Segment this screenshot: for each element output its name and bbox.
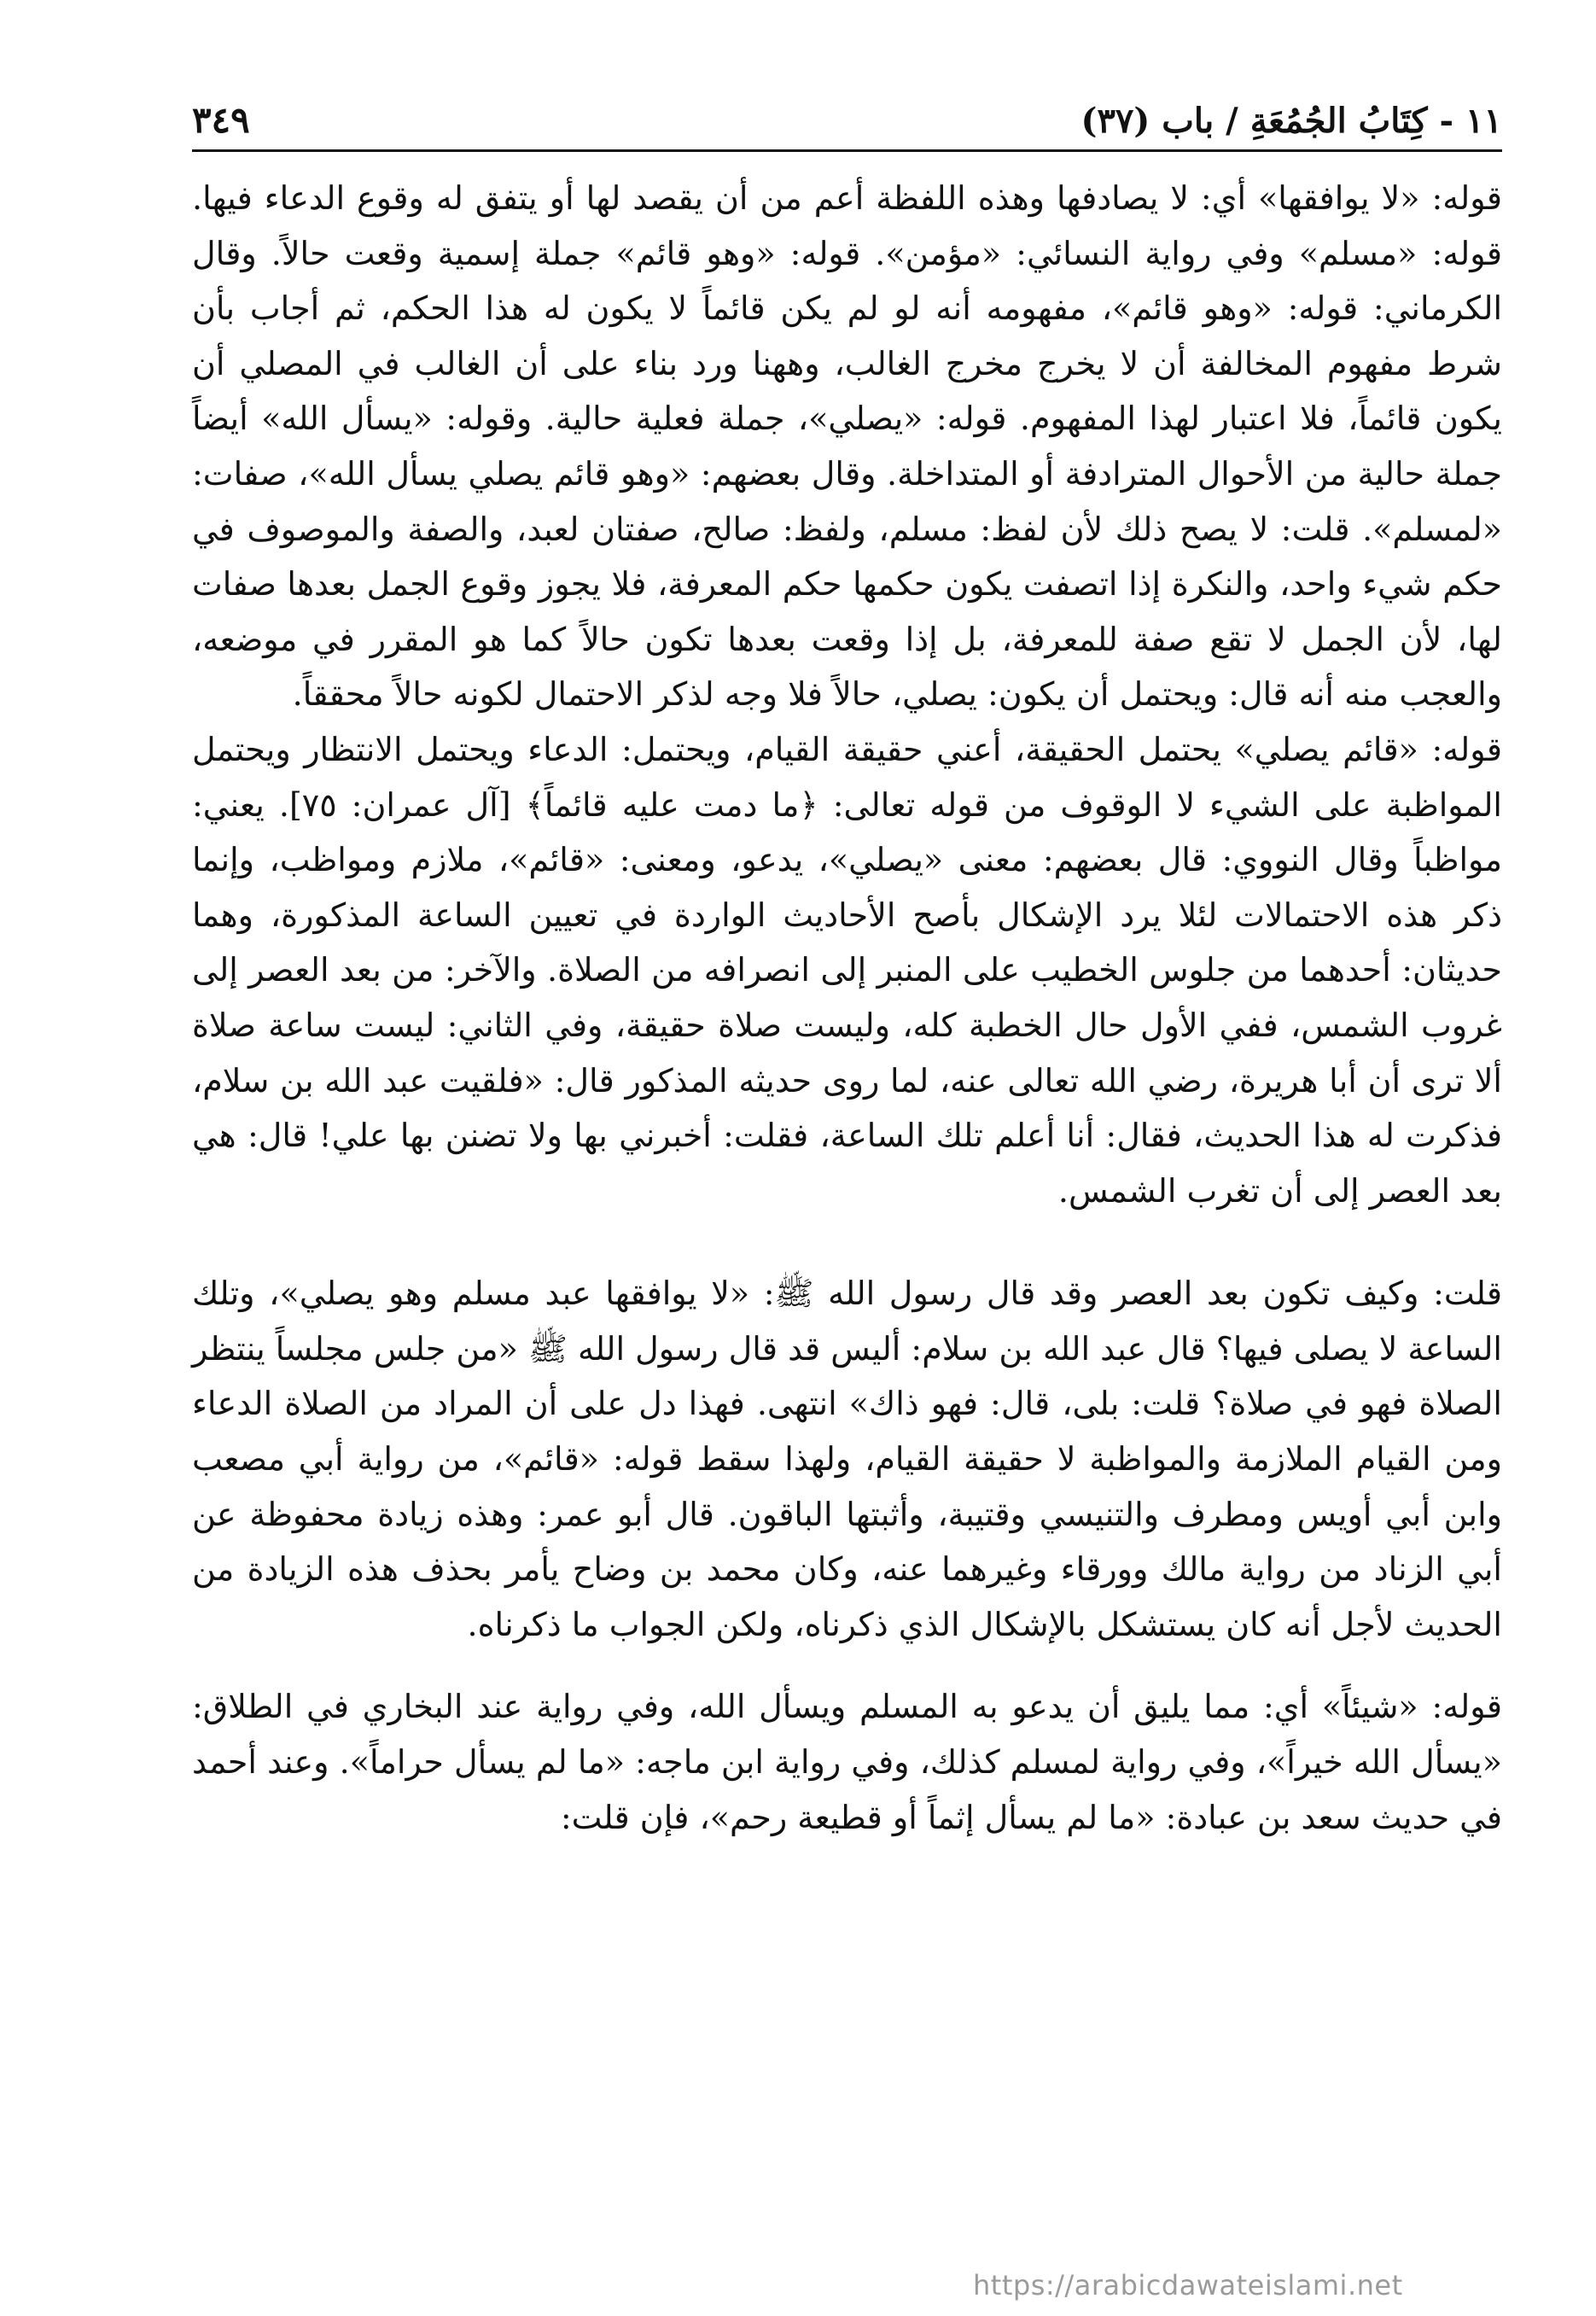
- paragraph-3: قلت: وكيف تكون بعد العصر وقد قال رسول الله ﷺ: «لا يوافقها عبد مسلم وهو يصلي»، وتلك الساعة لا يصلى فيها؟ قال عبد الله بن سلام: أليس قد قال رسول الله ﷺ «من جلس مجلساً ينتظر الصلاة فهو في صلاة؟ قلت: بلى، قال: فهو ذاك» انتهى. فهذا دل على أن المراد من الصلاة الدعاء ومن القيام الملازمة والمواظبة لا حقيقة القيام، ولهذا سقط قوله: «قائم»، من رواية أبي مصعب وابن أبي أويس ومطرف والتنيسي وقتيبة، وأثبتها الباقون. قال أبو عمر: وهذه زيادة محفوظة عن أبي الزناد من رواية مالك وورقاء وغيرهما عنه، وكان محمد بن وضاح يأمر بحذف هذه الزيادة من الحديث لأجل أنه كان يستشكل بالإشكال الذي ذكرناه، ولكن الجواب ما ذكرناه.: [192, 1275, 1502, 1643]
- body-text: [192, 171, 1502, 1845]
- running-head: ١١ - كِتَابُ الجُمُعَةِ / باب (٣٧): [1081, 101, 1502, 141]
- paragraph-2: قوله: «قائم يصلي» يحتمل الحقيقة، أعني حقيقة القيام، ويحتمل: الدعاء ويحتمل الانتظار ويحتمل المواظبة على الشيء لا الوقوف من قوله تعالى: ﴿ما دمت عليه قائماً﴾ [آل عمران: ٧٥]. يعني: مواظباً وقال النووي: قال بعضهم: معنى «يصلي»، يدعو، ومعنى: «قائم»، ملازم ومواظب، وإنما ذكر هذه الاحتمالات لئلا يرد الإشكال بأصح الأحاديث الواردة في تعيين الساعة المذكورة، وهما حديثان: أحدهما من جلوس الخطيب على المنبر إلى انصرافه من الصلاة. والآخر: من بعد العصر إلى غروب الشمس، ففي الأول حال الخطبة كله، وليست صلاة حقيقة، وفي الثاني: ليست ساعة صلاة ألا ترى أن أبا هريرة، رضي الله تعالى عنه، لما روى حديثه المذكور قال: «فلقيت عبد الله بن سلام، فذكرت له هذا الحديث، فقال: أنا أعلم تلك الساعة، فقلت: أخبرني بها ولا تضنن بها علي! قال: هي بعد العصر إلى أن تغرب الشمس.: [192, 730, 1502, 1210]
- page-header: [192, 92, 1502, 152]
- paragraph-spacer: [192, 1218, 1502, 1266]
- paragraph-1: قوله: «لا يوافقها» أي: لا يصادفها وهذه اللفظة أعم من أن يقصد لها أو يتفق له وقوع الدعاء فيها. قوله: «مسلم» وفي رواية النسائي: «مؤمن». قوله: «وهو قائم» جملة إسمية وقعت حالاً. وقال الكرماني: قوله: «وهو قائم»، مفهومه أنه لو لم يكن قائماً لا يكون له هذا الحكم، ثم أجاب بأن شرط مفهوم المخالفة أن لا يخرج مخرج الغالب، وههنا ورد بناء على أن الغالب في المصلي أن يكون قائماً، فلا اعتبار لهذا المفهوم. قوله: «يصلي»، جملة فعلية حالية. وقوله: «يسأل الله» أيضاً جملة حالية من الأحوال المترادفة أو المتداخلة. وقال بعضهم: «وهو قائم يصلي يسأل الله»، صفات: «لمسلم». قلت: لا يصح ذلك لأن لفظ: مسلم، ولفظ: صالح، صفتان لعبد، والصفة والموصوف في حكم شيء واحد، والنكرة إذا اتصفت يكون حكمها حكم المعرفة، فلا يجوز وقوع الجمل بعدها صفات لها، لأن الجمل لا تقع صفة للمعرفة، بل إذا وقعت بعدها تكون حالاً كما هو المقرر في موضعه، والعجب منه أنه قال: ويحتمل أن يكون: يصلي، حالاً فلا وجه لذكر الاحتمال لكونه حالاً محققاً.: [192, 179, 1502, 714]
- paragraph-spacer: [192, 1652, 1502, 1679]
- paragraph-4: قوله: «شيئاً» أي: مما يليق أن يدعو به المسلم ويسأل الله، وفي رواية عند البخاري في الطلاق: «يسأل الله خيراً»، وفي رواية لمسلم كذلك، وفي رواية ابن ماجه: «ما لم يسأل حراماً». وعند أحمد في حديث سعد بن عبادة: «ما لم يسأل إثماً أو قطيعة رحم»، فإن قلت:: [192, 1688, 1502, 1836]
- page-number: ٣٤٩: [192, 99, 250, 141]
- watermark-url: https://arabicdawateislami.net: [973, 2269, 1403, 2301]
